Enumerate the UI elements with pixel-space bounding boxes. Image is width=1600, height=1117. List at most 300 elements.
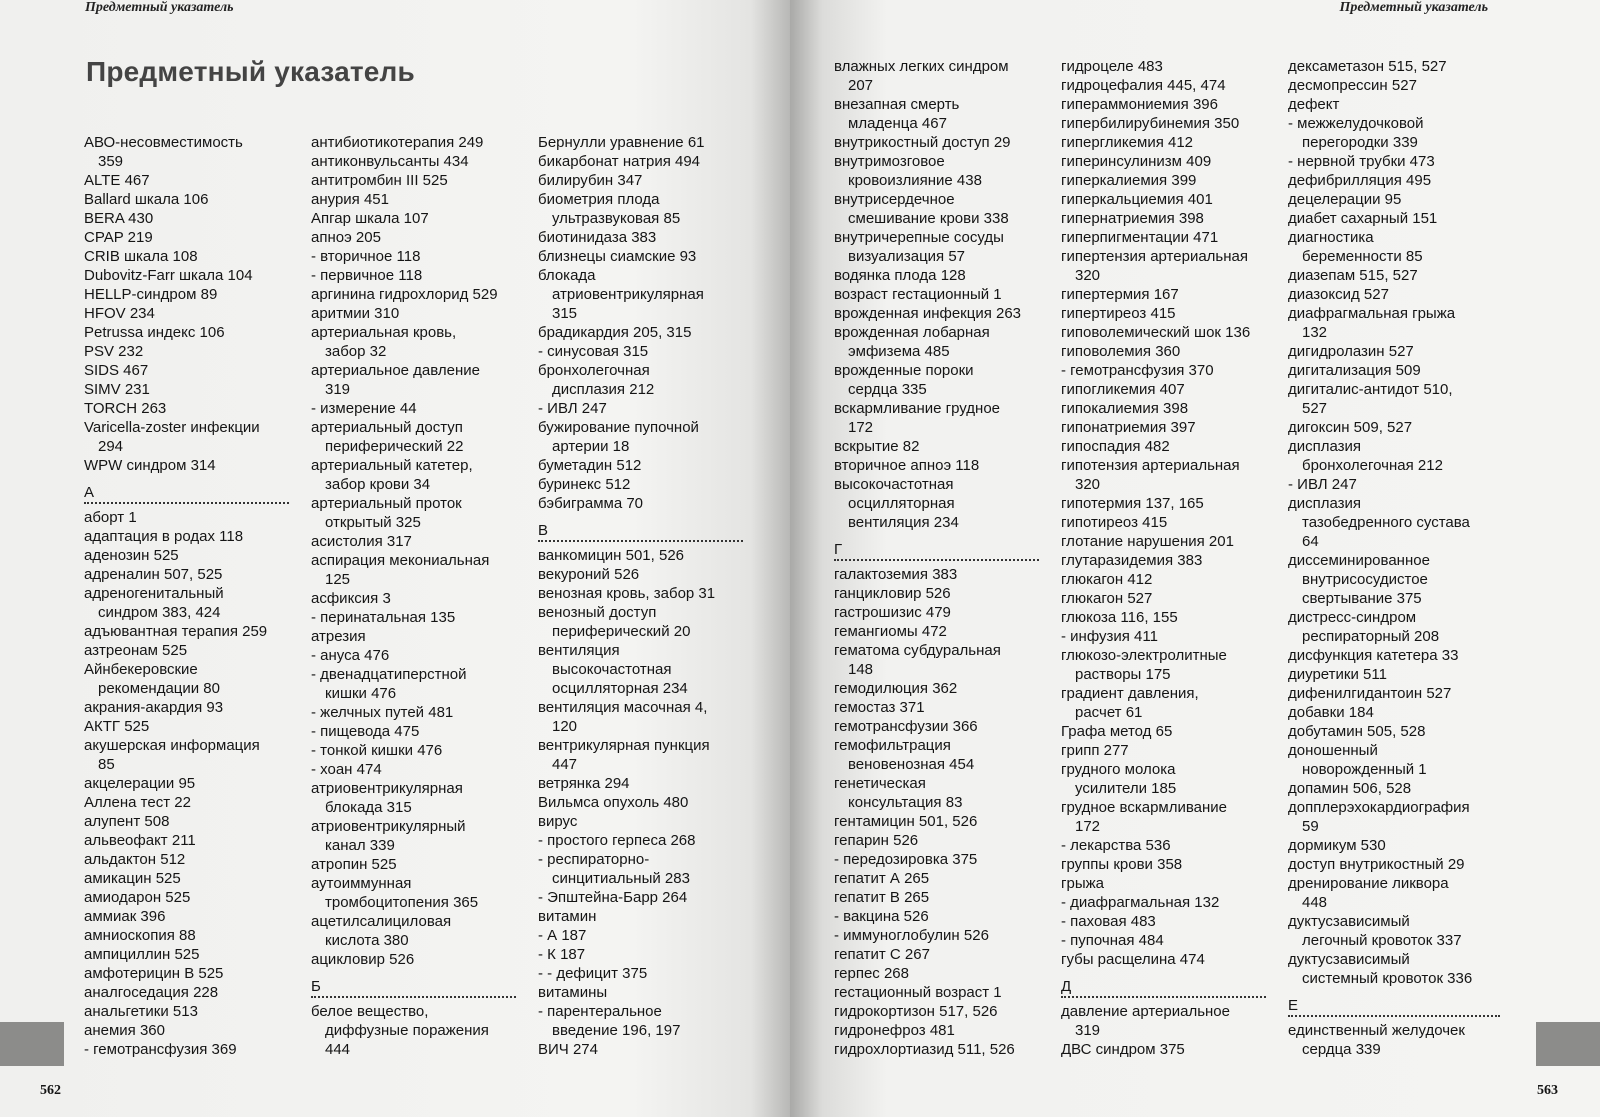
- index-entry: близнецы сиамские 93: [538, 248, 697, 265]
- index-entry: брадикардия 205, 315: [538, 324, 692, 341]
- index-entry: ВИЧ 274: [538, 1041, 598, 1058]
- index-column-4: [834, 57, 1039, 1059]
- index-entry: TORCH 263: [84, 400, 167, 417]
- index-entry: гипертиреоз 415: [1061, 305, 1176, 322]
- index-entry: доступ внутрикостный 29: [1288, 856, 1465, 873]
- index-entry-continuation: 444: [325, 1041, 351, 1058]
- index-entry-continuation: свертывание 375: [1302, 590, 1422, 607]
- index-column-6: [1288, 57, 1500, 1059]
- index-entry: гипербилирубинемия 350: [1061, 115, 1240, 132]
- index-entry: давление артериальное: [1061, 1003, 1230, 1020]
- index-entry: акцелерации 95: [84, 775, 196, 792]
- index-entry-continuation: артерии 18: [552, 438, 630, 455]
- index-entry-continuation: 132: [1302, 324, 1328, 341]
- index-entry-continuation: 172: [848, 419, 874, 436]
- index-entry-continuation: внутрисосудистое: [1302, 571, 1428, 588]
- index-entry: - двенадцатиперстной: [311, 666, 467, 683]
- index-entry: глюкагон 412: [1061, 571, 1153, 588]
- index-entry: Dubovitz-Farr шкала 104: [84, 267, 253, 284]
- index-entry-continuation: осцилляторная: [848, 495, 955, 512]
- thumb-tab-left: [0, 1022, 64, 1066]
- index-entry: - пупочная 484: [1061, 932, 1164, 949]
- index-entry-continuation: 85: [98, 756, 115, 773]
- index-section-letter: Б: [311, 977, 516, 998]
- index-entry-continuation: кислота 380: [325, 932, 409, 949]
- index-entry: дормикум 530: [1288, 837, 1386, 854]
- index-entry: бронхолегочная: [538, 362, 650, 379]
- index-entry: атрезия: [311, 628, 366, 645]
- left-page: [0, 0, 790, 1117]
- index-entry-continuation: 319: [325, 381, 351, 398]
- index-entry-continuation: введение 196, 197: [552, 1022, 681, 1039]
- index-entry: аборт 1: [84, 509, 137, 526]
- index-entry: биотинидаза 383: [538, 229, 657, 246]
- index-entry: десмопрессин 527: [1288, 77, 1417, 94]
- index-entry: WPW синдром 314: [84, 457, 216, 474]
- index-entry: водянка плода 128: [834, 267, 966, 284]
- index-entry-continuation: периферический 20: [552, 623, 691, 640]
- index-entry: влажных легких синдром: [834, 58, 1009, 75]
- index-entry: дефибрилляция 495: [1288, 172, 1432, 189]
- index-entry-continuation: эмфизема 485: [848, 343, 950, 360]
- index-entry: Petrussa индекс 106: [84, 324, 225, 341]
- index-entry-continuation: дисплазия 212: [552, 381, 655, 398]
- index-entry: ацикловир 526: [311, 951, 415, 968]
- index-entry: векуроний 526: [538, 566, 640, 583]
- index-entry: анурия 451: [311, 191, 389, 208]
- index-entry-continuation: сердца 335: [848, 381, 927, 398]
- index-entry-continuation: респираторный 208: [1302, 628, 1440, 645]
- index-entry-continuation: блокада 315: [325, 799, 412, 816]
- index-entry: - К 187: [538, 946, 586, 963]
- index-entry: внезапная смерть: [834, 96, 960, 113]
- index-entry-continuation: визуализация 57: [848, 248, 966, 265]
- index-entry-continuation: расчет 61: [1075, 704, 1143, 721]
- index-column-3: [538, 133, 743, 1059]
- index-entry: вторичное апноэ 118: [834, 457, 980, 474]
- index-entry: - перинатальная 135: [311, 609, 456, 626]
- index-entry: Айнбекеровские: [84, 661, 198, 678]
- index-entry: атропин 525: [311, 856, 397, 873]
- index-entry: Вильмса опухоль 480: [538, 794, 689, 811]
- index-entry-continuation: 294: [98, 438, 124, 455]
- index-entry-continuation: 120: [552, 718, 578, 735]
- index-entry: грипп 277: [1061, 742, 1129, 759]
- index-entry: Varicella-zoster инфекции: [84, 419, 260, 436]
- index-entry: допплерэхокардиография: [1288, 799, 1470, 816]
- index-entry: глутаразидемия 383: [1061, 552, 1203, 569]
- index-entry-continuation: смешивание крови 338: [848, 210, 1009, 227]
- index-entry: - парентеральное: [538, 1003, 662, 1020]
- index-entry: - гемотрансфузия 369: [84, 1041, 237, 1058]
- index-entry: врожденная лобарная: [834, 324, 990, 341]
- index-entry: - А 187: [538, 927, 587, 944]
- index-entry-continuation: усилители 185: [1075, 780, 1177, 797]
- index-entry: BERA 430: [84, 210, 154, 227]
- index-entry: буметадин 512: [538, 457, 642, 474]
- index-entry: антитромбин III 525: [311, 172, 448, 189]
- index-entry: гиповолемический шок 136: [1061, 324, 1251, 341]
- index-entry-continuation: кишки 476: [325, 685, 397, 702]
- index-entry-continuation: бронхолегочная 212: [1302, 457, 1443, 474]
- index-entry: диссеминированное: [1288, 552, 1430, 569]
- index-entry: гидроцефалия 445, 474: [1061, 77, 1226, 94]
- index-entry-continuation: веновенозная 454: [848, 756, 975, 773]
- index-entry: дефект: [1288, 96, 1340, 113]
- index-entry: аналгоседация 228: [84, 984, 219, 1001]
- index-entry: гипераммониемия 396: [1061, 96, 1218, 113]
- index-entry: амиодарон 525: [84, 889, 191, 906]
- index-entry: дистресс-синдром: [1288, 609, 1417, 626]
- index-entry: АКТГ 525: [84, 718, 150, 735]
- index-entry-continuation: забор крови 34: [325, 476, 431, 493]
- index-entry: гипотермия 137, 165: [1061, 495, 1204, 512]
- index-entry: гипернатриемия 398: [1061, 210, 1204, 227]
- index-entry: венозная кровь, забор 31: [538, 585, 716, 602]
- index-entry: диабет сахарный 151: [1288, 210, 1438, 227]
- index-entry: атриовентрикулярная: [311, 780, 463, 797]
- index-column-1: [84, 133, 289, 1059]
- index-entry: - простого герпеса 268: [538, 832, 696, 849]
- index-entry: внутрикостный доступ 29: [834, 134, 1011, 151]
- index-entry-continuation: беременности 85: [1302, 248, 1423, 265]
- index-entry: возраст гестационный 1: [834, 286, 1002, 303]
- index-entry: аспирация мекониальная: [311, 552, 490, 569]
- index-entry: гиперинсулинизм 409: [1061, 153, 1212, 170]
- index-entry: анемия 360: [84, 1022, 165, 1039]
- index-entry-continuation: тазобедренного сустава: [1302, 514, 1470, 531]
- running-head-right: Предметный указатель: [1339, 0, 1488, 15]
- index-entry: - передозировка 375: [834, 851, 978, 868]
- index-entry: асистолия 317: [311, 533, 412, 550]
- index-entry: CRIB шкала 108: [84, 248, 198, 265]
- index-entry: адреналин 507, 525: [84, 566, 223, 583]
- index-entry: Бернулли уравнение 61: [538, 134, 705, 151]
- index-entry: дисфункция катетера 33: [1288, 647, 1459, 664]
- index-entry: гемодилюция 362: [834, 680, 958, 697]
- index-entry: гипотензия артериальная: [1061, 457, 1240, 474]
- index-entry: антиконвульсанты 434: [311, 153, 469, 170]
- index-entry: гемангиомы 472: [834, 623, 947, 640]
- index-entry: гепатит В 265: [834, 889, 930, 906]
- index-entry-continuation: 64: [1302, 533, 1319, 550]
- index-entry: ганцикловир 526: [834, 585, 951, 602]
- index-entry-continuation: 59: [1302, 818, 1319, 835]
- index-entry: децелерации 95: [1288, 191, 1402, 208]
- index-entry: внутрисердечное: [834, 191, 955, 208]
- index-entry: - хоан 474: [311, 761, 382, 778]
- index-entry: гипоспадия 482: [1061, 438, 1170, 455]
- index-entry: гидроцеле 483: [1061, 58, 1163, 75]
- index-entry: гипогликемия 407: [1061, 381, 1185, 398]
- index-entry: HELLP-синдром 89: [84, 286, 218, 303]
- index-entry: добавки 184: [1288, 704, 1374, 721]
- index-entry-continuation: 447: [552, 756, 578, 773]
- index-entry-continuation: осцилляторная 234: [552, 680, 688, 697]
- index-entry-continuation: синцитиальный 283: [552, 870, 690, 887]
- index-entry: дифенилгидантоин 527: [1288, 685, 1452, 702]
- index-entry: грыжа: [1061, 875, 1104, 892]
- index-entry-continuation: тромбоцитопения 365: [325, 894, 479, 911]
- index-entry: гепатит С 267: [834, 946, 930, 963]
- index-entry: ампициллин 525: [84, 946, 200, 963]
- index-entry-continuation: забор 32: [325, 343, 387, 360]
- index-entry: адреногенитальный: [84, 585, 224, 602]
- index-entry: гиперкальциемия 401: [1061, 191, 1213, 208]
- index-entry: гипергликемия 412: [1061, 134, 1194, 151]
- index-entry-continuation: сердца 339: [1302, 1041, 1381, 1058]
- index-entry: дисплазия: [1288, 495, 1362, 512]
- index-entry-continuation: системный кровоток 336: [1302, 970, 1473, 987]
- index-entry: гематома субдуральная: [834, 642, 1001, 659]
- index-entry: - диафрагмальная 132: [1061, 894, 1220, 911]
- index-entry: дексаметазон 515, 527: [1288, 58, 1447, 75]
- index-entry: атриовентрикулярный: [311, 818, 466, 835]
- index-entry: гиперпигментации 471: [1061, 229, 1219, 246]
- index-entry: - ИВЛ 247: [538, 400, 607, 417]
- index-entry: ванкомицин 501, 526: [538, 547, 685, 564]
- index-entry: гемотрансфузии 366: [834, 718, 978, 735]
- index-entry: - гемотрансфузия 370: [1061, 362, 1214, 379]
- index-entry: - тонкой кишки 476: [311, 742, 443, 759]
- index-entry: Апгар шкала 107: [311, 210, 429, 227]
- index-section-letter: Е: [1288, 996, 1500, 1017]
- index-entry-continuation: 527: [1302, 400, 1328, 417]
- index-entry: диуретики 511: [1288, 666, 1387, 683]
- index-entry: белое вещество,: [311, 1003, 429, 1020]
- index-entry-continuation: высокочастотная: [552, 661, 672, 678]
- index-entry: группы крови 358: [1061, 856, 1183, 873]
- index-section-letter: Д: [1061, 977, 1266, 998]
- index-entry: - измерение 44: [311, 400, 417, 417]
- index-entry: гипотиреоз 415: [1061, 514, 1168, 531]
- index-entry-continuation: новорожденный 1: [1302, 761, 1427, 778]
- index-entry: единственный желудочек: [1288, 1022, 1465, 1039]
- index-entry: PSV 232: [84, 343, 144, 360]
- index-entry: блокада: [538, 267, 596, 284]
- page-number-right: 563: [1537, 1083, 1558, 1098]
- index-entry: адъювантная терапия 259: [84, 623, 268, 640]
- index-entry: анальгетики 513: [84, 1003, 198, 1020]
- index-entry: диазепам 515, 527: [1288, 267, 1418, 284]
- index-entry: галактоземия 383: [834, 566, 958, 583]
- index-entry: дуктусзависимый: [1288, 951, 1410, 968]
- index-entry: вскрытие 82: [834, 438, 920, 455]
- index-entry: вскармливание грудное: [834, 400, 1001, 417]
- index-entry-continuation: вентиляция 234: [848, 514, 959, 531]
- index-entry: - синусовая 315: [538, 343, 649, 360]
- index-entry: аденозин 525: [84, 547, 179, 564]
- index-entry-continuation: рекомендации 80: [98, 680, 220, 697]
- index-entry: алупент 508: [84, 813, 170, 830]
- index-entry-continuation: ультразвуковая 85: [552, 210, 681, 227]
- index-entry: гепатит А 265: [834, 870, 930, 887]
- index-entry: - лекарства 536: [1061, 837, 1171, 854]
- index-entry: венозный доступ: [538, 604, 657, 621]
- index-entry: акушерская информация: [84, 737, 260, 754]
- index-entry: диазоксид 527: [1288, 286, 1389, 303]
- index-entry: дигитализация 509: [1288, 362, 1421, 379]
- index-entry: - первичное 118: [311, 267, 423, 284]
- index-entry: амфотерицин В 525: [84, 965, 224, 982]
- index-entry-continuation: 125: [325, 571, 351, 588]
- index-entry: артериальный катетер,: [311, 457, 473, 474]
- thumb-tab-right: [1536, 1022, 1600, 1066]
- index-entry: альдактон 512: [84, 851, 186, 868]
- index-entry: вентрикулярная пункция: [538, 737, 710, 754]
- index-entry-continuation: синдром 383, 424: [98, 604, 221, 621]
- index-entry: внутричерепные сосуды: [834, 229, 1004, 246]
- index-entry-continuation: 320: [1075, 267, 1101, 284]
- right-page: [790, 0, 1600, 1117]
- index-entry: Аллена тест 22: [84, 794, 191, 811]
- index-entry: ацетилсалициловая: [311, 913, 452, 930]
- index-entry: гипонатриемия 397: [1061, 419, 1196, 436]
- index-entry: дуктусзависимый: [1288, 913, 1410, 930]
- index-entry: биометрия плода: [538, 191, 660, 208]
- index-entry-continuation: консультация 83: [848, 794, 963, 811]
- index-entry: - иммуноглобулин 526: [834, 927, 989, 944]
- index-entry: диагностика: [1288, 229, 1374, 246]
- index-entry: аргинина гидрохлорид 529: [311, 286, 498, 303]
- index-section-letter: Г: [834, 540, 1039, 561]
- index-entry: добутамин 505, 528: [1288, 723, 1426, 740]
- index-section-letter: А: [84, 483, 289, 504]
- index-entry-continuation: 315: [552, 305, 578, 322]
- index-entry: гемофильтрация: [834, 737, 951, 754]
- page-title: Предметный указатель: [86, 56, 415, 87]
- index-entry: гестационный возраст 1: [834, 984, 1002, 1001]
- index-entry: гемостаз 371: [834, 699, 925, 716]
- index-entry-continuation: кровоизлияние 438: [848, 172, 982, 189]
- index-entry: апноэ 205: [311, 229, 381, 246]
- index-entry: гиперкалиемия 399: [1061, 172, 1197, 189]
- index-section-letter: В: [538, 521, 743, 542]
- index-entry: SIDS 467: [84, 362, 149, 379]
- index-entry: вирус: [538, 813, 578, 830]
- index-entry: герпес 268: [834, 965, 909, 982]
- running-head-left: Предметный указатель: [85, 0, 234, 15]
- index-entry-continuation: 148: [848, 661, 874, 678]
- index-entry: дигоксин 509, 527: [1288, 419, 1413, 436]
- index-entry: амниоскопия 88: [84, 927, 196, 944]
- index-entry: дигиталис-антидот 510,: [1288, 381, 1453, 398]
- index-entry: бэбиграмма 70: [538, 495, 644, 512]
- index-entry: артериальная кровь,: [311, 324, 457, 341]
- index-entry: ветрянка 294: [538, 775, 630, 792]
- index-entry: глюкозо-электролитные: [1061, 647, 1227, 664]
- index-entry: альвеофакт 211: [84, 832, 196, 849]
- index-entry: - ИВЛ 247: [1288, 476, 1357, 493]
- index-entry: глюкагон 527: [1061, 590, 1153, 607]
- index-entry: гидронефроз 481: [834, 1022, 955, 1039]
- index-entry-continuation: канал 339: [325, 837, 395, 854]
- index-entry: врожденные пороки: [834, 362, 974, 379]
- index-entry: гипертензия артериальная: [1061, 248, 1248, 265]
- index-entry: губы расщелина 474: [1061, 951, 1205, 968]
- index-entry: витамин: [538, 908, 597, 925]
- index-entry: гентамицин 501, 526: [834, 813, 978, 830]
- index-entry: АВО-несовместимость: [84, 134, 243, 151]
- index-entry: билирубин 347: [538, 172, 643, 189]
- index-entry: дренирование ликвора: [1288, 875, 1449, 892]
- index-entry: допамин 506, 528: [1288, 780, 1412, 797]
- index-entry-continuation: перегородки 339: [1302, 134, 1418, 151]
- index-entry-continuation: 319: [1075, 1022, 1101, 1039]
- index-entry-continuation: периферический 22: [325, 438, 464, 455]
- index-entry: гидрохлортиазид 511, 526: [834, 1041, 1015, 1058]
- index-entry: артериальный доступ: [311, 419, 463, 436]
- index-entry: высокочастотная: [834, 476, 954, 493]
- index-entry: внутримозговое: [834, 153, 945, 170]
- index-entry: диафрагмальная грыжа: [1288, 305, 1456, 322]
- index-entry: дисплазия: [1288, 438, 1362, 455]
- index-entry: генетическая: [834, 775, 926, 792]
- index-entry: гепарин 526: [834, 832, 919, 849]
- index-entry: CPAP 219: [84, 229, 153, 246]
- index-entry: HFOV 234: [84, 305, 155, 322]
- index-entry: - паховая 483: [1061, 913, 1156, 930]
- index-entry: артериальный проток: [311, 495, 462, 512]
- index-entry-continuation: атриовентрикулярная: [552, 286, 704, 303]
- index-entry: - нервной трубки 473: [1288, 153, 1435, 170]
- index-entry: - межжелудочковой: [1288, 115, 1424, 132]
- index-entry-continuation: растворы 175: [1075, 666, 1171, 683]
- index-entry: антибиотикотерапия 249: [311, 134, 484, 151]
- index-column-5: [1061, 57, 1266, 1059]
- index-entry: артериальное давление: [311, 362, 480, 379]
- index-entry: вентиляция масочная 4,: [538, 699, 708, 716]
- index-entry: акрания-акардия 93: [84, 699, 224, 716]
- index-entry: гидрокортизон 517, 526: [834, 1003, 998, 1020]
- index-entry: градиент давления,: [1061, 685, 1199, 702]
- index-entry: глотание нарушения 201: [1061, 533, 1234, 550]
- index-entry: гиповолемия 360: [1061, 343, 1181, 360]
- index-entry: асфиксия 3: [311, 590, 391, 607]
- index-entry-continuation: 320: [1075, 476, 1101, 493]
- index-entry-continuation: 359: [98, 153, 124, 170]
- index-entry-continuation: 448: [1302, 894, 1328, 911]
- index-entry-continuation: 207: [848, 77, 874, 94]
- index-entry: доношенный: [1288, 742, 1378, 759]
- index-entry: ДВС синдром 375: [1061, 1041, 1185, 1058]
- index-entry: азтреонам 525: [84, 642, 188, 659]
- index-entry: амикацин 525: [84, 870, 181, 887]
- index-entry-continuation: диффузные поражения: [325, 1022, 489, 1039]
- index-entry: бикарбонат натрия 494: [538, 153, 701, 170]
- index-entry: аутоиммунная: [311, 875, 412, 892]
- index-column-2: [311, 133, 516, 1059]
- index-entry: Ballard шкала 106: [84, 191, 209, 208]
- index-entry: гипокалиемия 398: [1061, 400, 1189, 417]
- index-entry: - - дефицит 375: [538, 965, 648, 982]
- index-entry: - вакцина 526: [834, 908, 929, 925]
- page-number-left: 562: [40, 1083, 61, 1098]
- index-entry: аритмии 310: [311, 305, 400, 322]
- index-entry: буринекс 512: [538, 476, 631, 493]
- index-entry: дигидролазин 527: [1288, 343, 1414, 360]
- index-entry: глюкоза 116, 155: [1061, 609, 1178, 626]
- index-entry: - инфузия 411: [1061, 628, 1158, 645]
- index-entry: - желчных путей 481: [311, 704, 454, 721]
- index-entry: - Эпштейна-Барр 264: [538, 889, 688, 906]
- index-entry: SIMV 231: [84, 381, 150, 398]
- index-entry: гастрошизис 479: [834, 604, 951, 621]
- index-entry: грудное вскармливание: [1061, 799, 1228, 816]
- index-entry: адаптация в родах 118: [84, 528, 244, 545]
- index-entry-continuation: 172: [1075, 818, 1101, 835]
- index-entry: - ануса 476: [311, 647, 390, 664]
